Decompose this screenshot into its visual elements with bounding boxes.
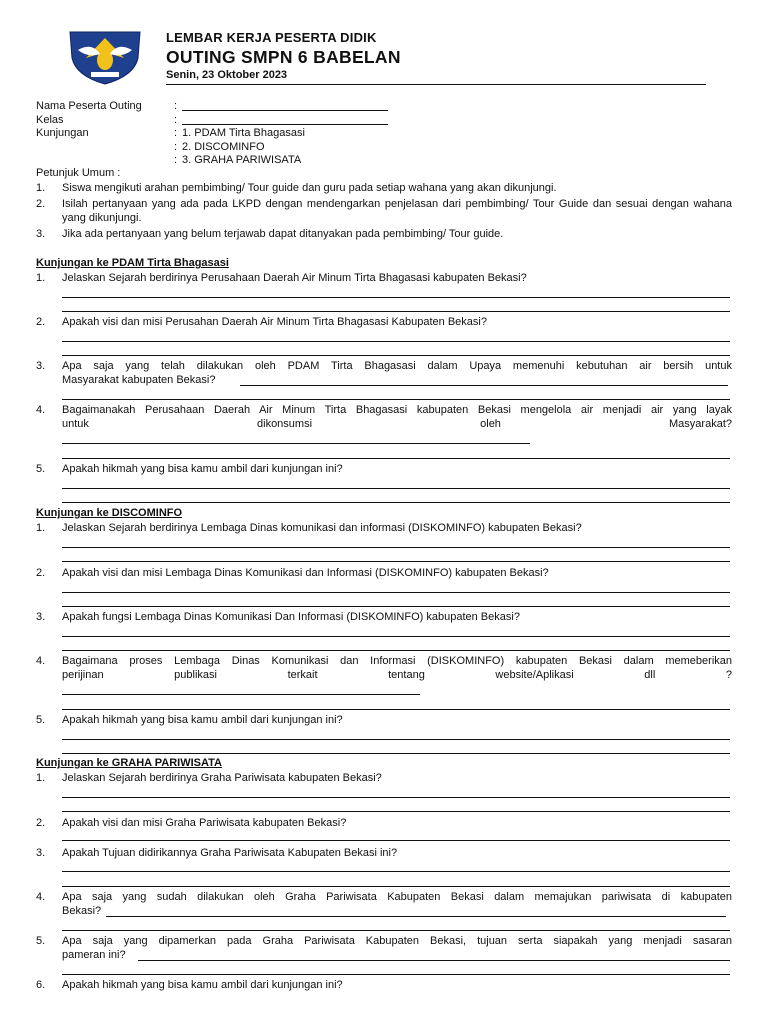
- question-text: Bagaimana proses Lembaga Dinas Komunikasi dan Informasi (DISKOMINFO) kabupaten Bekasi dalam memeberikan: [62, 655, 732, 667]
- tut-wuri-handayani-logo: [64, 28, 146, 86]
- answer-line[interactable]: [106, 916, 726, 917]
- answer-line[interactable]: [62, 502, 730, 503]
- question-number: 5.: [36, 714, 46, 726]
- question-text: Apakah fungsi Lembaga Dinas Komunikasi Dan Informasi (DISKOMINFO) kabupaten Bekasi?: [62, 611, 520, 623]
- instructions-title: Petunjuk Umum :: [36, 167, 121, 179]
- question-text: Apakah hikmah yang bisa kamu ambil dari kunjungan ini?: [62, 714, 343, 726]
- question-text: Jelaskan Sejarah berdirinya Perusahaan Daerah Air Minum Tirta Bhagasasi kabupaten Bekasi?: [62, 272, 527, 284]
- answer-line[interactable]: [62, 650, 730, 651]
- visit-colon: :: [174, 154, 178, 166]
- question-number: 5.: [36, 935, 46, 947]
- section-title-pdam: Kunjungan ke PDAM Tirta Bhagasasi: [36, 257, 229, 269]
- name-field[interactable]: [182, 110, 388, 111]
- question-number: 4.: [36, 655, 46, 667]
- visit-colon: :: [174, 127, 178, 139]
- question-text: untuk dikonsumsi oleh Masyarakat?: [62, 418, 732, 430]
- question-number: 6.: [36, 979, 46, 991]
- answer-line[interactable]: [62, 930, 730, 931]
- visit-item: 1. PDAM Tirta Bhagasasi: [182, 127, 305, 139]
- answer-line[interactable]: [62, 840, 730, 841]
- answer-line[interactable]: [62, 811, 730, 812]
- question-text: Apa saja yang dipamerkan pada Graha Pariwisata Kabupaten Bekasi, tujuan serta siapakah yang menjadi sasaran: [62, 935, 732, 947]
- answer-line[interactable]: [62, 443, 530, 444]
- question-number: 1.: [36, 522, 46, 534]
- worksheet-date: Senin, 23 Oktober 2023: [166, 69, 288, 81]
- question-text: Apa saja yang sudah dilakukan oleh Graha Pariwisata Kabupaten Bekasi dalam memajukan pariwisata di kabupaten: [62, 891, 732, 903]
- question-number: 5.: [36, 463, 46, 475]
- answer-line[interactable]: [62, 458, 730, 459]
- question-number: 1.: [36, 772, 46, 784]
- answer-line[interactable]: [62, 606, 730, 607]
- answer-line[interactable]: [62, 341, 730, 342]
- worksheet-title: OUTING SMPN 6 BABELAN: [166, 47, 401, 67]
- class-label: Kelas: [36, 114, 64, 126]
- question-text: Bekasi?: [62, 905, 102, 917]
- answer-line[interactable]: [62, 399, 730, 400]
- answer-line[interactable]: [62, 297, 730, 298]
- instruction-number: 1.: [36, 182, 46, 194]
- answer-line[interactable]: [62, 636, 730, 637]
- instruction-number: 3.: [36, 228, 46, 240]
- question-text: perijinan publikasi terkait tentang website/Aplikasi dll ?: [62, 669, 732, 681]
- question-text: Jelaskan Sejarah berdirinya Lembaga Dinas komunikasi dan informasi (DISKOMINFO) kabupaten Bekasi?: [62, 522, 582, 534]
- answer-line[interactable]: [62, 797, 730, 798]
- answer-line[interactable]: [62, 561, 730, 562]
- question-text: Apakah Tujuan didirikannya Graha Pariwisata Kabupaten Bekasi ini?: [62, 847, 398, 859]
- question-text: Apakah visi dan misi Perusahan Daerah Air Minum Tirta Bhagasasi Kabupaten Bekasi?: [62, 316, 487, 328]
- answer-line[interactable]: [62, 886, 730, 887]
- question-text: Apakah hikmah yang bisa kamu ambil dari kunjungan ini?: [62, 463, 343, 475]
- section-title-discominfo: Kunjungan ke DISCOMINFO: [36, 507, 183, 519]
- class-colon: :: [174, 114, 178, 126]
- answer-line[interactable]: [62, 871, 730, 872]
- worksheet-subtitle: LEMBAR KERJA PESERTA DIDIK: [166, 30, 377, 45]
- answer-line[interactable]: [62, 488, 730, 489]
- name-label: Nama Peserta Outing: [36, 100, 142, 112]
- class-field[interactable]: [182, 124, 388, 125]
- instruction-text: Isilah pertanyaan yang ada pada LKPD dengan mendengarkan penjelasan dari pembimbing/ Tour Guide dan sesuai dengan wahana yang dikunjungi.: [62, 198, 732, 224]
- answer-line[interactable]: [62, 355, 730, 356]
- question-number: 3.: [36, 847, 46, 859]
- question-text: Apakah visi dan misi Lembaga Dinas Komunikasi dan Informasi (DISKOMINFO) kabupaten Bekasi?: [62, 567, 549, 579]
- question-text: Apakah hikmah yang bisa kamu ambil dari kunjungan ini?: [62, 979, 343, 991]
- instruction-text: Jika ada pertanyaan yang belum terjawab dapat ditanyakan pada pembimbing/ Tour guide.: [62, 228, 504, 240]
- question-text: Apakah visi dan misi Graha Pariwisata kabupaten Bekasi?: [62, 817, 347, 829]
- question-text: Jelaskan Sejarah berdirinya Graha Pariwisata kabupaten Bekasi?: [62, 772, 382, 784]
- visit-item: 3. GRAHA PARIWISATA: [182, 154, 302, 166]
- instruction-number: 2.: [36, 198, 46, 210]
- answer-line[interactable]: [62, 753, 730, 754]
- answer-line[interactable]: [62, 592, 730, 593]
- question-number: 2.: [36, 316, 46, 328]
- question-number: 4.: [36, 404, 46, 416]
- answer-line[interactable]: [138, 960, 730, 961]
- question-text: Bagaimanakah Perusahaan Daerah Air Minum Tirta Bhagasasi kabupaten Bekasi mengelola air menjadi air yang layak: [62, 404, 732, 416]
- question-text: Masyarakat kabupaten Bekasi?: [62, 374, 216, 386]
- answer-line[interactable]: [62, 709, 730, 710]
- answer-line[interactable]: [62, 311, 730, 312]
- visit-colon: :: [174, 141, 178, 153]
- section-title-graha: Kunjungan ke GRAHA PARIWISATA: [36, 757, 222, 769]
- answer-line[interactable]: [62, 547, 730, 548]
- question-text: Apa saja yang telah dilakukan oleh PDAM Tirta Bhagasasi dalam Upaya memenuhi kebutuhan air bersih untuk: [62, 360, 732, 372]
- question-number: 1.: [36, 272, 46, 284]
- name-colon: :: [174, 100, 178, 112]
- question-number: 2.: [36, 817, 46, 829]
- answer-line[interactable]: [62, 974, 730, 975]
- answer-line[interactable]: [62, 739, 730, 740]
- question-number: 3.: [36, 611, 46, 623]
- header-divider: [166, 84, 706, 85]
- visit-item: 2. DISCOMINFO: [182, 141, 265, 153]
- answer-line[interactable]: [62, 694, 420, 695]
- question-number: 3.: [36, 360, 46, 372]
- instruction-text: Siswa mengikuti arahan pembimbing/ Tour guide dan guru pada setiap wahana yang akan dikunjungi.: [62, 182, 557, 194]
- question-text: pameran ini?: [62, 949, 126, 961]
- visit-label: Kunjungan: [36, 127, 89, 139]
- question-number: 4.: [36, 891, 46, 903]
- answer-line[interactable]: [240, 385, 728, 386]
- question-number: 2.: [36, 567, 46, 579]
